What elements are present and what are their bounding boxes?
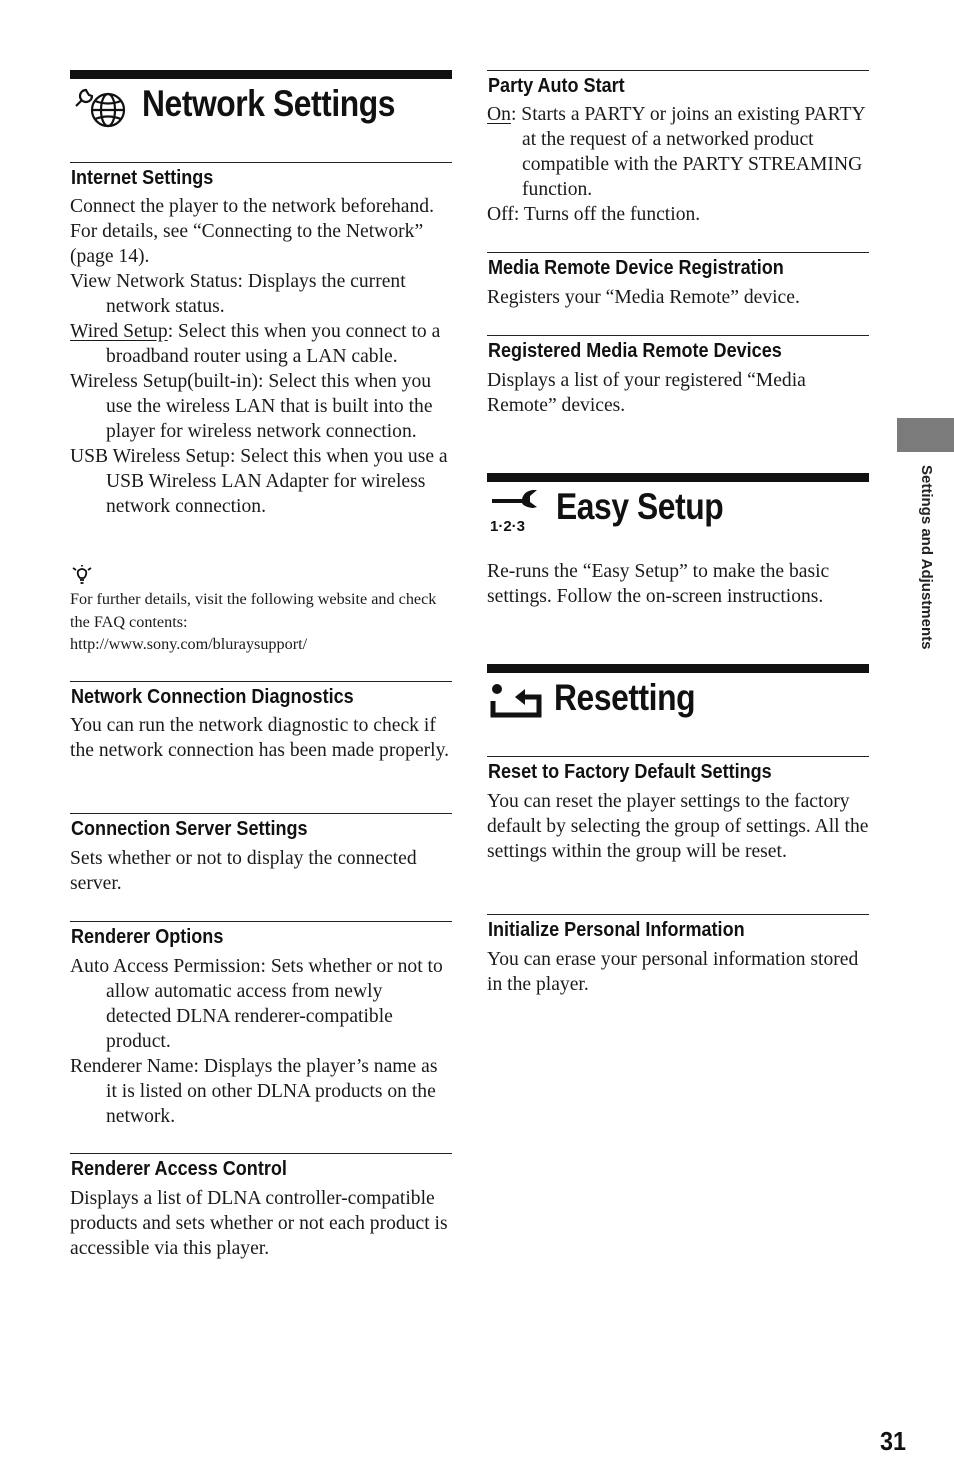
divider [70, 162, 452, 163]
item-wireless-setup: Wireless Setup(built-in): Select this when you use the wireless LAN that is built into the player for wireless network connection. [70, 371, 433, 442]
tip-url[interactable]: http://www.sony.com/bluraysupport/ [70, 635, 308, 653]
heading-media-remote-registration: Media Remote Device Registration [488, 256, 784, 279]
easy-setup-icon-text: 1·2·3 [490, 518, 526, 535]
resetting-title: Resetting [554, 677, 696, 718]
item-renderer-name: Renderer Name: Displays the player’s name as it is listed on other DLNA products on the network. [70, 1056, 438, 1127]
registered-media-remote-text: Displays a list of your registered “Media Remote” devices. [487, 370, 806, 416]
heading-connection-server: Connection Server Settings [71, 817, 308, 840]
heading-factory-reset: Reset to Factory Default Settings [488, 760, 772, 783]
easy-setup-title: Easy Setup [556, 486, 724, 527]
divider [487, 335, 869, 336]
initialize-personal-text: You can erase your personal information stored in the player. [487, 949, 859, 995]
page-title: Network Settings [142, 83, 396, 124]
internet-settings-body [70, 194, 452, 519]
divider [70, 681, 452, 682]
item-wired-setup: Wired Setup: Select this when you connect to a broadband router using a LAN cable. [70, 321, 441, 367]
heading-renderer-access-control: Renderer Access Control [71, 1157, 287, 1180]
tip-block [70, 588, 452, 656]
network-settings-icon [72, 84, 130, 128]
divider [487, 756, 869, 757]
renderer-access-text: Displays a list of DLNA controller-compatible products and sets whether or not each product is accessible via this player. [70, 1188, 448, 1259]
side-tab-label: Settings and Adjustments [918, 465, 935, 650]
connection-server-text: Sets whether or not to display the connected server. [70, 848, 417, 894]
heading-internet-settings: Internet Settings [71, 166, 214, 189]
item-auto-access-permission: Auto Access Permission: Sets whether or not to allow automatic access from newly detected DLNA renderer-compatible product. [70, 956, 443, 1052]
section-bar [487, 473, 869, 482]
easy-setup-text: Re-runs the “Easy Setup” to make the basic settings. Follow the on-screen instructions. [487, 561, 830, 607]
item-view-network-status: View Network Status: Displays the current network status. [70, 271, 406, 317]
heading-party-auto-start: Party Auto Start [488, 74, 625, 97]
side-tab-marker [897, 418, 954, 452]
network-diagnostics-text: You can run the network diagnostic to check if the network connection has been made properly. [70, 715, 450, 761]
page-number: 31 [880, 1426, 907, 1456]
heading-initialize-personal: Initialize Personal Information [488, 918, 745, 941]
heading-network-diagnostics: Network Connection Diagnostics [71, 685, 354, 708]
easy-setup-icon [490, 487, 546, 535]
media-remote-registration-text: Registers your “Media Remote” device. [487, 287, 800, 308]
divider [487, 252, 869, 253]
item-usb-wireless-setup: USB Wireless Setup: Select this when you use a USB Wireless LAN Adapter for wireless network connection. [70, 446, 448, 517]
heading-registered-media-remote: Registered Media Remote Devices [488, 339, 782, 362]
section-bar [70, 70, 452, 79]
renderer-options-body [70, 954, 452, 1129]
divider [70, 813, 452, 814]
section-bar [487, 664, 869, 673]
item-party-on: On: Starts a PARTY or joins an existing PARTY at the request of a networked product compatible with the PARTY STREAMING function. [487, 104, 865, 200]
resetting-icon [491, 681, 543, 719]
lightbulb-icon [72, 565, 92, 587]
item-party-off: Off: Turns off the function. [487, 204, 701, 225]
divider [70, 921, 452, 922]
heading-renderer-options: Renderer Options [71, 925, 224, 948]
divider [487, 914, 869, 915]
factory-reset-text: You can reset the player settings to the factory default by selecting the group of settings. All the settings within the group will be reset. [487, 791, 869, 862]
party-auto-start-body [487, 102, 869, 227]
internet-intro: Connect the player to the network beforehand. For details, see “Connecting to the Network” (page 14). [70, 196, 434, 267]
divider [70, 1153, 452, 1154]
tip-text: For further details, visit the following website and check the FAQ contents: [70, 590, 437, 631]
divider [487, 70, 869, 71]
